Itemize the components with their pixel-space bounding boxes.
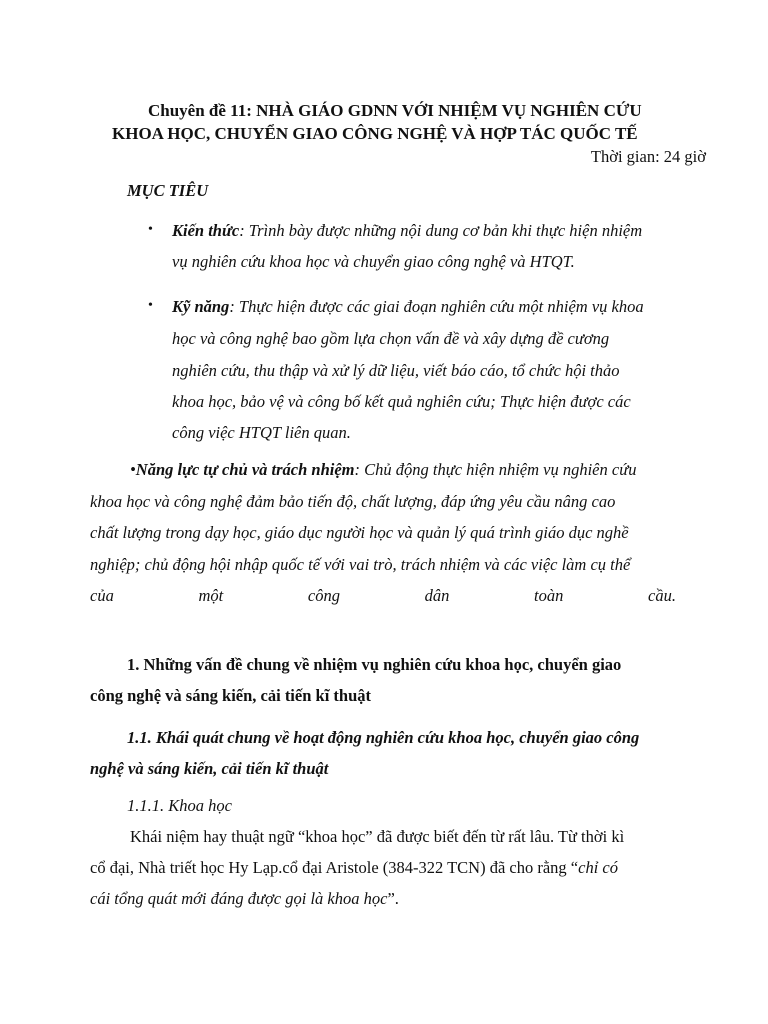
quote-end: ”. bbox=[387, 889, 399, 908]
paragraph-line-1: Khái niệm hay thuật ngữ “khoa học” đã được biết đến từ rất lâu. Từ thời kì bbox=[130, 827, 625, 846]
paragraph-line-3 bbox=[90, 889, 399, 909]
bullet-icon: • bbox=[148, 298, 153, 313]
quote-text: cái tổng quát mới đáng được gọi là khoa học bbox=[90, 889, 388, 908]
paragraph-line-2 bbox=[90, 858, 618, 878]
word: toàn bbox=[534, 586, 564, 605]
subsection-1-1-line-2: nghệ và sáng kiến, cải tiến kĩ thuật bbox=[90, 759, 329, 778]
skills-text-1: : Thực hiện được các giai đoạn nghiên cứu một nhiệm vụ khoa bbox=[229, 297, 644, 316]
autonomy-line-5 bbox=[90, 586, 676, 606]
knowledge-line-1 bbox=[172, 221, 642, 241]
autonomy-line-1 bbox=[130, 460, 636, 480]
quote-start: chỉ có bbox=[578, 858, 618, 877]
bullet-icon: • bbox=[148, 222, 153, 237]
autonomy-line-3: chất lượng trong dạy học, giáo dục người học và quản lý quá trình giáo dục nghề bbox=[90, 523, 629, 542]
word: cầu. bbox=[648, 586, 676, 605]
skills-line-1 bbox=[172, 297, 644, 317]
knowledge-label: Kiến thức bbox=[172, 221, 240, 240]
autonomy-line-2: khoa học và công nghệ đảm bảo tiến độ, chất lượng, đáp ứng yêu cầu nâng cao bbox=[90, 492, 616, 511]
autonomy-text-1: : Chủ động thực hiện nhiệm vụ nghiên cứu bbox=[354, 460, 637, 479]
word: một bbox=[198, 586, 224, 605]
knowledge-text-1: : Trình bày được những nội dung cơ bản khi thực hiện nhiệm bbox=[239, 221, 643, 240]
autonomy-bullet: • bbox=[130, 460, 136, 479]
paragraph-line-2-text: cổ đại, Nhà triết học Hy Lạp.cổ đại Aristole (384-322 TCN) đã cho rằng “ bbox=[90, 858, 579, 877]
subsection-1-1-1: 1.1.1. Khoa học bbox=[127, 796, 232, 815]
skills-line-3: nghiên cứu, thu thập và xử lý dữ liệu, viết báo cáo, tổ chức hội thảo bbox=[172, 361, 620, 380]
skills-line-4: khoa học, bảo vệ và công bố kết quả nghiên cứu; Thực hiện được các bbox=[172, 392, 631, 411]
word: công bbox=[307, 586, 340, 605]
knowledge-line-2: vụ nghiên cứu khoa học và chuyển giao công nghệ và HTQT. bbox=[172, 252, 575, 271]
word: dân bbox=[424, 586, 450, 605]
duration: Thời gian: 24 giờ bbox=[590, 147, 706, 166]
skills-line-2: học và công nghệ bao gồm lựa chọn vấn đề và xây dựng đề cương bbox=[172, 329, 610, 348]
objectives-heading: MỤC TIÊU bbox=[127, 181, 209, 200]
subsection-1-1-line-1: 1.1. Khái quát chung về hoạt động nghiên cứu khoa học, chuyển giao công bbox=[127, 728, 640, 747]
word: của bbox=[90, 586, 114, 605]
section-1-heading-line-1: 1. Những vấn đề chung về nhiệm vụ nghiên cứu khoa học, chuyển giao bbox=[127, 655, 622, 674]
skills-line-5: công việc HTQT liên quan. bbox=[172, 423, 351, 442]
autonomy-line-4: nghiệp; chủ động hội nhập quốc tế với vai trò, trách nhiệm và các việc làm cụ thể bbox=[90, 555, 631, 574]
title-line-1: Chuyên đề 11: NHÀ GIÁO GDNN VỚI NHIỆM VỤ NGHIÊN CỨU bbox=[148, 101, 642, 120]
skills-label: Kỹ năng bbox=[172, 297, 230, 316]
section-1-heading-line-2: công nghệ và sáng kiến, cải tiến kĩ thuật bbox=[90, 686, 371, 705]
title-line-2: KHOA HỌC, CHUYỂN GIAO CÔNG NGHỆ VÀ HỢP TÁC QUỐC TẾ bbox=[112, 124, 638, 143]
autonomy-label: Năng lực tự chủ và trách nhiệm bbox=[135, 460, 355, 479]
